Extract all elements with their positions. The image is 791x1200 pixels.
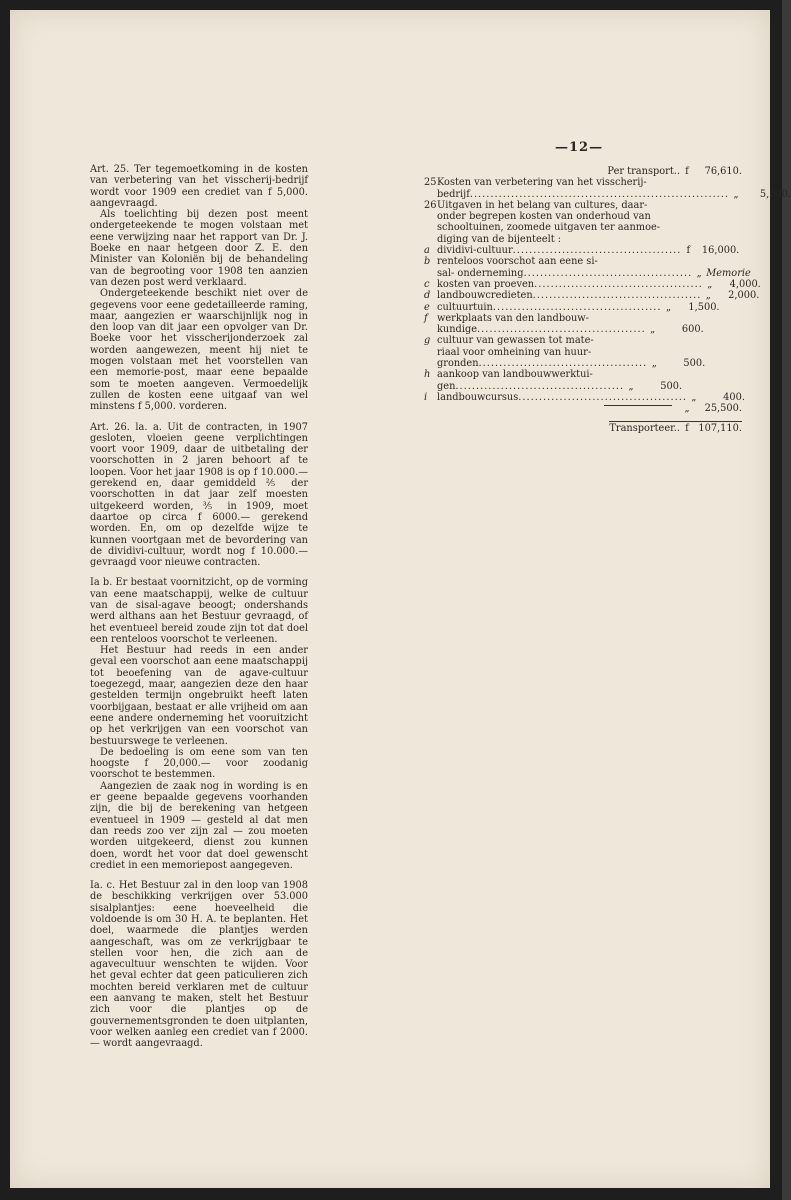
sub-b-line1: renteloos voorschot aan eene si- [437,256,598,268]
leader-dots: ......................................... [492,301,662,313]
item-25-row-2 [424,188,791,200]
item-26-number: 26 [424,199,437,211]
leader-dots: ......................................... [478,358,648,370]
sub-a-amount: 16,000. [701,245,740,257]
transport-amount: 76,610. [704,166,742,177]
transport-row [424,166,742,177]
sub-item-c [424,278,761,290]
sub-d-amount: 2,000. [728,290,760,302]
sub-g-line1: cultuur van gewassen tot mate- [437,335,594,347]
sub-g-line2: riaal voor omheining van huur- [437,346,592,358]
sub-e-currency: „ [666,301,672,313]
sub-g-amount: 500. [683,358,706,370]
sub-b-amount: Memorie [706,267,751,279]
sub-item-g-2 [424,347,742,358]
sub-g-line3: gronden [437,358,479,370]
art-26b-amount: De bedoeling is om eene som van ten hoogste f 20,000.— voor zoodanig voorschot te bestemmen. [90,746,308,781]
transporteer-label: Transporteer.. [609,422,680,434]
item-26-line2: onder begrepen kosten van onderhoud van [437,211,651,223]
leader-dots: ......................................... [518,391,687,403]
sub-item-f-1 [424,313,742,324]
item-26-line3: schooltuinen, zoomede uitgaven ter aanmoe- [437,222,661,234]
leader-dots: ......................................... [534,278,703,290]
sub-item-b-2 [424,267,751,279]
sub-i-desc: landbouwcursus [437,391,519,403]
transporteer-row [424,423,742,434]
sub-i-currency: „ [691,391,697,403]
leader-dots: ............................................................... [469,188,730,200]
subtotal-amount: 25,500. [704,403,742,415]
item-25-row-1 [424,177,742,188]
sub-d-desc: landbouwcredieten [437,290,533,302]
subtotal-wrap [424,403,742,414]
sub-b-line2: sal- onderneming [437,267,524,279]
transporteer-amount: 107,110. [698,422,742,434]
sub-item-g-1 [424,335,742,346]
page-number: —12— [555,140,604,155]
sub-g-currency: „ [651,358,657,370]
sub-item-g-3 [424,358,742,369]
leader-dots: ......................................... [455,380,625,392]
leader-dots: ......................................... [512,245,682,257]
budget-table [424,166,791,434]
sub-item-f-2 [424,324,742,335]
sub-c-amount: 4,000. [729,278,761,290]
sub-item-h-1 [424,369,742,380]
sub-h-label: h [424,369,431,381]
sub-d-currency: „ [705,290,711,302]
sub-h-line1: aankoop van landbouwwerktui- [437,369,593,381]
item-26-line4: diging van de bijenteelt : [437,233,562,245]
sub-item-a [424,245,742,256]
item-26-row-4 [424,234,742,245]
sub-b-label: b [424,256,431,268]
sub-c-desc: kosten van proeven [437,278,535,290]
sub-item-h-2 [424,381,742,392]
sub-d-label: d [424,290,431,302]
subtotal-row [424,403,742,414]
art-26b-history: Het Bestuur had reeds in een ander geval een voorschot aan eene maatschappij tot beoefening van de agave-cultuur toegezegd, maar, aangezien deze den haar gestelden termijn ongebruikt heeft laten voorbijgaan, bestaat er alle vrijheid om aan eene andere onderneming het vooruitzicht op het verkrijgen van een voorschot van bestuurswege te verleenen. [90,645,308,747]
item-26-line1: Uitgaven in het belang van cultures, daar- [437,199,648,211]
sub-a-label: a [424,245,430,257]
art-26b-memoriepost: Aangezien de zaak nog in wording is en er geene bepaalde gegevens voorhanden zijn, die bij de berekening van hetgeen eventueel in 1909 — gesteld al dat men dan reeds zoo ver zijn zal — zou moeten worden uitgekeerd, dienst zou kunnen doen, wordt het voor dat doel gewenscht crediet in een memoriepost aangegeven. [90,780,308,871]
art-26c-paragraph: Ia. c. Het Bestuur zal in den loop van 1908 de beschikking verkrijgen over 53.000 sisalplantjes: eene hoeveelheid die voldoende is om 30 H. A. te beplanten. Het doel, waarmede die plantjes werden aangeschaft, was om ze verkrijgbaar te stellen voor hen, die zich aan de agavecultuur wenschten te wijden. Voor het geval echter dat geen paticulieren zich mochten bereid verklaren met de cultuur een aanvang te maken, stelt het Bestuur zich voor die plantjes op de gouvernementsgronden te doen uitplanten, voor welken aanleg een crediet van f 2000.— wordt aangevraagd. [90,880,308,1050]
sub-i-amount: 400. [723,391,745,403]
sub-h-amount: 500. [660,380,683,392]
item-25-amount: 5,000. [759,188,791,200]
sub-item-e [424,302,742,313]
sub-h-line2: gen [437,380,456,392]
sub-c-label: c [424,278,430,290]
sub-e-desc: cultuurtuin [437,301,493,313]
sub-c-currency: „ [707,278,713,290]
sub-item-i [424,391,745,403]
transporteer-wrap [424,423,742,434]
item-25-line1: Kosten van verbetering van het visscherij- [437,177,647,189]
item-25-line2: bedrijf [437,188,470,200]
left-column [90,164,308,1050]
leader-dots: ......................................... [477,324,646,336]
art-25-paragraph: Art. 25. Ter tegemoetkoming in de kosten van verbetering van het visscherij-bedrijf wordt voor 1909 een crediet van f 5,000. aangevraagd. [90,164,308,209]
sub-i-label: i [424,391,428,403]
transporteer-currency: f [685,422,689,434]
sub-item-b-1 [424,256,742,267]
item-26-row-1 [424,200,742,211]
total-rule [609,421,742,422]
transport-label: Per transport.. [607,166,680,177]
art-25-estimate: Ondergeteekende beschikt niet over de gegevens voor eene gedetailleerde raming, maar, aangezien er waarschijnlijk nog in den loop van dit jaar een opvolger van Dr. Boeke voor het visscherijonderzoek zal worden aangewezen, meent hij niet te mogen volstaan met het voorstellen van een memorie-post, maar eene bepaalde som te moeten aangeven. Vermoedelijk zullen de kosten eene uitgaaf van wel minstens f 5,000. vorderen. [90,288,308,413]
sub-f-currency: „ [650,324,656,336]
leader-dots: ......................................... [523,267,693,279]
transport-currency: f [685,166,689,177]
art-25-explanation: Als toelichting bij dezen post meent ondergeteekende te mogen volstaan met eene verwijzing naar het rapport van Dr. J. Boeke en naar hetgeen door Z. E. den Minister van Koloniën bij de behandeling van de begrooting voor 1908 ten aanzien van dezen post werd verklaard. [90,209,308,288]
subtotal-rule [604,405,672,406]
sub-h-currency: „ [628,380,634,392]
item-25-currency: „ [733,188,739,200]
item-26-row-2 [424,211,742,222]
item-26-row-3 [424,222,742,233]
item-25-number: 25 [424,177,437,189]
subtotal-currency: „ [684,403,690,415]
sub-f-line2: kundige [437,324,478,336]
sub-f-label: f [424,312,428,324]
leader-dots: ......................................... [532,290,702,302]
document-page [10,10,791,1188]
sub-f-line1: werkplaats van den landbouw- [437,312,589,324]
sub-g-label: g [424,335,431,347]
sub-a-desc: dividivi-cultuur [437,245,513,257]
sub-e-amount: 1,500. [688,301,720,313]
sub-item-d [424,290,760,302]
sub-f-amount: 600. [681,324,704,336]
art-26b-paragraph: Ia b. Er bestaat voornitzicht, op de vorming van eene maatschappij, welke de cultuur van de sisal-agave beoogt; ondershands werd althans aan het Bestuur gevraagd, of het eventueel bereid zoude zijn tot dat doel een renteloos voorschot te verleenen. [90,577,308,645]
art-26a-paragraph: Art. 26. la. a. Uit de contracten, in 1907 gesloten, vloeien geene verplichtingen voort voor 1909, daar de uitbetaling der voorschotten in 2 jaren behoort af te loopen. Voor het jaar 1908 is op f 10.000.— gerekend en, daar gemiddeld ⅖ der voorschotten in dat jaar zelf moesten uitgekeerd worden, ⅗ in 1909, moet daartoe op circa f 6000.— gerekend worden. En, om op dezelfde wijze te kunnen voortgaan met de bevordering van de dividivi-cultuur, wordt nog f 10.000.— gevraagd voor nieuwe contracten. [90,421,308,569]
sub-e-label: e [424,301,430,313]
sub-b-currency: „ [696,267,702,279]
sub-a-currency: f [686,245,691,257]
